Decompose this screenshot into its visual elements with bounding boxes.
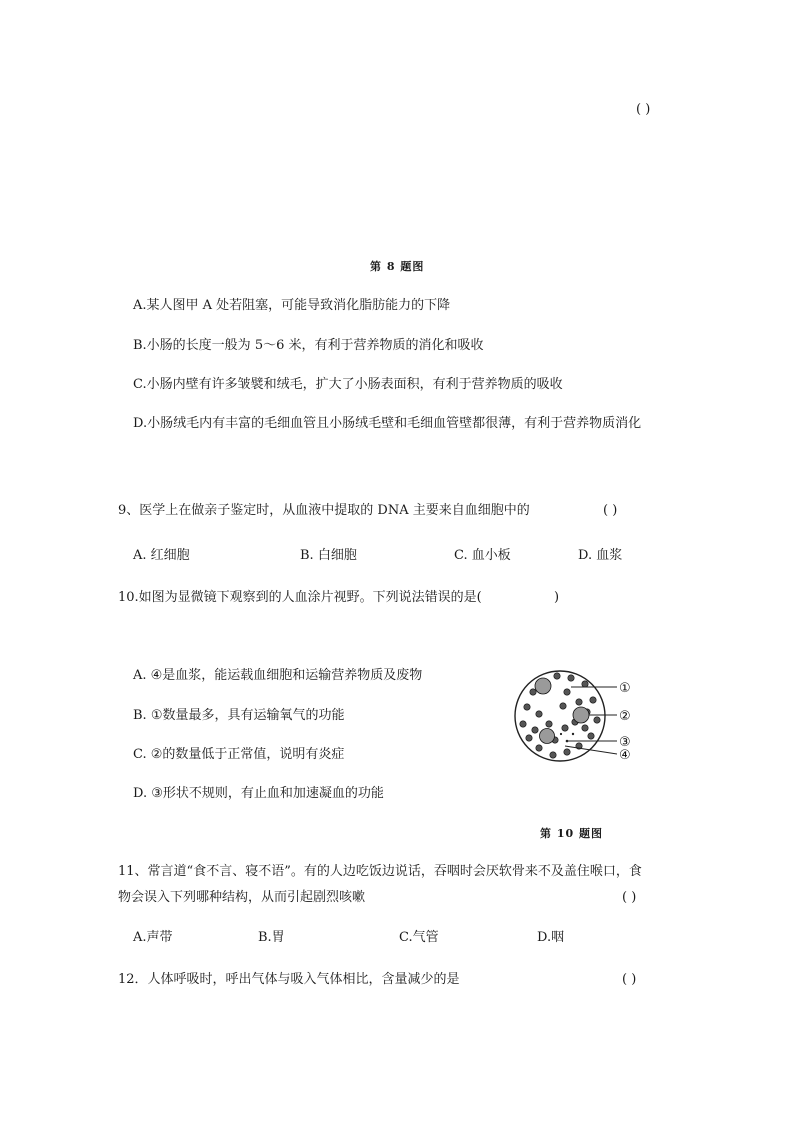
red-blood-cell bbox=[582, 681, 588, 687]
q11-bracket: ( ) bbox=[622, 890, 637, 905]
q10-stem: 10.如图为显微镜下观察到的人血涂片视野。下列说法错误的是( bbox=[118, 590, 482, 605]
red-blood-cell bbox=[546, 721, 552, 727]
q10-bracket-close: ) bbox=[554, 590, 560, 605]
label-4: ④ bbox=[619, 748, 631, 763]
red-blood-cell bbox=[536, 745, 542, 751]
q8-option-c: C.小肠内壁有许多皱襞和绒毛，扩大了小肠表面积，有利于营养物质的吸收 bbox=[133, 377, 563, 392]
red-blood-cell bbox=[520, 721, 526, 727]
q9-option-c: C. 血小板 bbox=[454, 548, 511, 563]
platelet bbox=[572, 733, 574, 735]
top-bracket: ( ) bbox=[636, 102, 651, 117]
q11-option-c: C.气管 bbox=[399, 930, 439, 945]
blood-smear-figure bbox=[505, 662, 645, 774]
red-blood-cell bbox=[564, 749, 570, 755]
microscope-field bbox=[515, 671, 605, 761]
red-blood-cell bbox=[550, 752, 556, 758]
red-blood-cell bbox=[588, 733, 594, 739]
label-1: ① bbox=[619, 681, 631, 696]
red-blood-cell bbox=[590, 697, 596, 703]
q10-option-b: B. ①数量最多，具有运输氧气的功能 bbox=[133, 708, 345, 723]
q10-option-a: A. ④是血浆，能运载血细胞和运输营养物质及废物 bbox=[133, 668, 423, 683]
q11-stem-line1: 11、常言道“食不言、寝不语”。有的人边吃饭边说话，吞咽时会厌软骨来不及盖住喉口，食 bbox=[118, 864, 642, 879]
red-blood-cell bbox=[594, 717, 600, 723]
q8-option-b: B.小肠的长度一般为 5～6 米，有利于营养物质的消化和吸收 bbox=[133, 338, 484, 353]
q11-stem-line2: 物会误入下列哪种结构，从而引起剧烈咳嗽 bbox=[118, 890, 366, 905]
q8-option-a: A.某人图甲 A 处若阻塞，可能导致消化脂肪能力的下降 bbox=[133, 298, 451, 313]
fig8-caption: 第 8 题图 bbox=[370, 260, 425, 273]
q9-stem: 9、医学上在做亲子鉴定时，从血液中提取的 DNA 主要来自血细胞中的 bbox=[118, 503, 530, 518]
red-blood-cell bbox=[532, 727, 538, 733]
white-blood-cell bbox=[540, 729, 555, 744]
red-blood-cell bbox=[568, 675, 574, 681]
q8-option-d: D.小肠绒毛内有丰富的毛细血管且小肠绒毛壁和毛细血管壁都很薄，有利于营养物质消化 bbox=[133, 416, 642, 431]
platelet bbox=[560, 733, 562, 735]
fig10-caption: 第 10 题图 bbox=[540, 827, 603, 840]
red-blood-cell bbox=[562, 725, 568, 731]
label-3: ③ bbox=[619, 735, 631, 750]
q11-option-b: B.胃 bbox=[258, 930, 285, 945]
red-blood-cell bbox=[564, 689, 570, 695]
red-blood-cell bbox=[554, 673, 560, 679]
figure-labels bbox=[619, 681, 631, 763]
platelet bbox=[566, 740, 569, 743]
red-blood-cell bbox=[576, 699, 582, 705]
q9-option-b: B. 白细胞 bbox=[300, 548, 357, 563]
white-blood-cell bbox=[573, 707, 589, 723]
q11-option-a: A.声带 bbox=[133, 930, 173, 945]
white-blood-cell bbox=[535, 678, 551, 694]
q9-option-d: D. 血浆 bbox=[578, 548, 623, 563]
q9-option-a: A. 红细胞 bbox=[133, 548, 190, 563]
q10-option-c: C. ②的数量低于正常值，说明有炎症 bbox=[133, 747, 345, 762]
q11-option-d: D.咽 bbox=[537, 930, 565, 945]
q12-bracket: ( ) bbox=[622, 972, 637, 987]
q9-bracket: ( ) bbox=[603, 503, 618, 518]
q10-option-d: D. ③形状不规则，有止血和加速凝血的功能 bbox=[133, 786, 384, 801]
red-blood-cell bbox=[560, 703, 566, 709]
label-2: ② bbox=[619, 709, 631, 724]
red-blood-cell bbox=[524, 704, 530, 710]
red-blood-cell bbox=[530, 689, 536, 695]
red-blood-cell bbox=[582, 725, 588, 731]
q12-stem: 12．人体呼吸时，呼出气体与吸入气体相比，含量减少的是 bbox=[118, 972, 460, 987]
red-blood-cell bbox=[526, 735, 532, 741]
red-blood-cell bbox=[536, 711, 542, 717]
